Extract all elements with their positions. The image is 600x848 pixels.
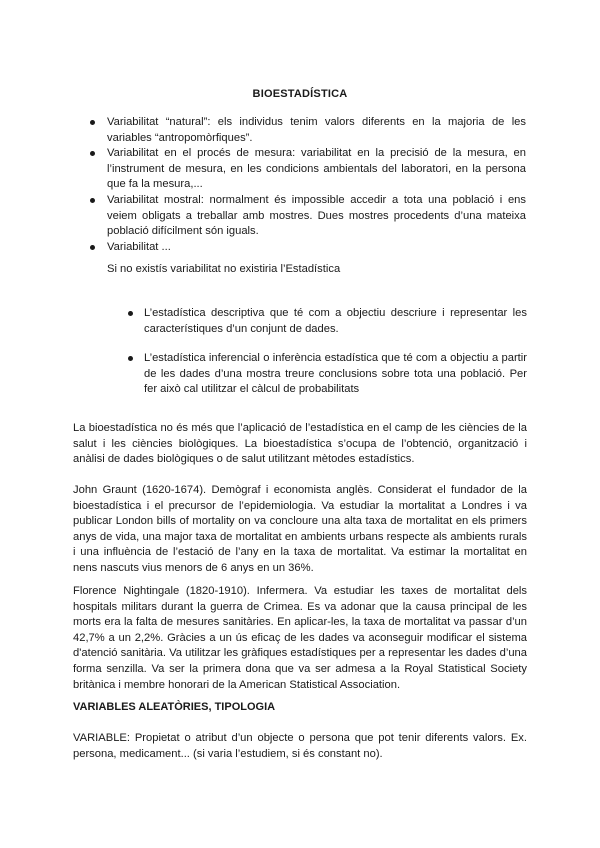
list-item-text: L’estadística inferencial o inferència estadística que té com a objectiu a partir de les dades d’una mostra treure conclusions sobre tota una població. Per fer això cal utilitzar el càlcul de probabilitats bbox=[144, 352, 527, 396]
note-text: Si no existís variabilitat no existiria l’Estadística bbox=[107, 263, 341, 275]
variable-definition-paragraph: VARIABLE: Propietat o atribut d’un objecte o persona que pot tenir diferents valors. Ex. persona, medicament... (si varia l’estudiem, si és constant no). bbox=[73, 732, 527, 760]
list-item-text: Variabilitat en el procés de mesura: variabilitat en la precisió de la mesura, en l’instrument de mesura, en les condicions ambientals del laboratori, en la persona que fa la mesura,... bbox=[107, 147, 526, 191]
list-item bbox=[144, 306, 527, 337]
bullet-icon bbox=[90, 120, 95, 125]
list-item-text: Variabilitat mostral: normalment és impossible accedir a tota una població i ens veiem obligats a treballar amb mostres. Dues mostres procedents d’una mateixa població difícilment són iguals. bbox=[107, 193, 526, 238]
list-item bbox=[107, 115, 526, 146]
list-item bbox=[144, 351, 527, 398]
section-heading: VARIABLES ALEATÒRIES, TIPOLOGIA bbox=[73, 701, 276, 713]
page-title: BIOESTADÍSTICA bbox=[252, 88, 348, 100]
bullet-icon bbox=[90, 151, 95, 156]
bullet-icon bbox=[128, 311, 133, 316]
bullet-icon bbox=[90, 245, 95, 250]
list-item bbox=[107, 240, 526, 256]
list-item bbox=[107, 146, 526, 193]
nightingale-paragraph: Florence Nightingale (1820-1910). Infermera. Va estudiar les taxes de mortalitat dels hospitals militars durant la guerra de Crimea. Es va adonar que la causa principal de les morts era la falta de mesures sanitàries. En aplicar-les, la taxa de mortalitat va passar d’un 42,7% a un 2,2%. Gràcies a un ús eficaç de les dades va aconseguir modificar el sistema d'atenció sanitària. Va utilitzar les gràfiques estadístiques per a representar les dades d’una forma senzilla. Va ser la primera dona que va ser admesa a la Royal Statistical Society britànica i membre honorari de la American Statistical Association. bbox=[73, 585, 527, 691]
variability-list bbox=[107, 115, 526, 255]
graunt-paragraph: John Graunt (1620-1674). Demògraf i economista anglès. Considerat el fundador de la bioestadística i el precursor de l’epidemiologia. Va estudiar la mortalitat a Londres i va publicar London bills of mortality on va concloure una alta taxa de mortalitat en els primers anys de vida, una major taxa de mortalitat en ambients urbans respecte als ambients rurals i una influència de l’estació de l’any en la taxa de mortalitat. Va estimar la mortalitat en nens nascuts vius menors de 6 anys en un 36%. bbox=[73, 484, 527, 574]
list-item-text: Variabilitat ... bbox=[107, 240, 171, 253]
statistics-types-list bbox=[144, 306, 527, 412]
list-item-text: L’estadística descriptiva que té com a objectiu descriure i representar les característiques d’un conjunt de dades. bbox=[144, 307, 527, 335]
bullet-icon bbox=[90, 198, 95, 203]
list-item-text: Variabilitat “natural”: els individus tenim valors diferents en la majoria de les variables “antropomòrfiques”. bbox=[107, 116, 526, 144]
list-item bbox=[107, 193, 526, 240]
bullet-icon bbox=[128, 356, 133, 361]
definition-paragraph: La bioestadística no és més que l’aplicació de l’estadística en el camp de les ciències de la salut i les ciències biològiques. La bioestadística s’ocupa de l’obtenció, organització i anàlisi de dades biològiques o de salut utilitzant mètodes estadístics. bbox=[73, 422, 527, 466]
